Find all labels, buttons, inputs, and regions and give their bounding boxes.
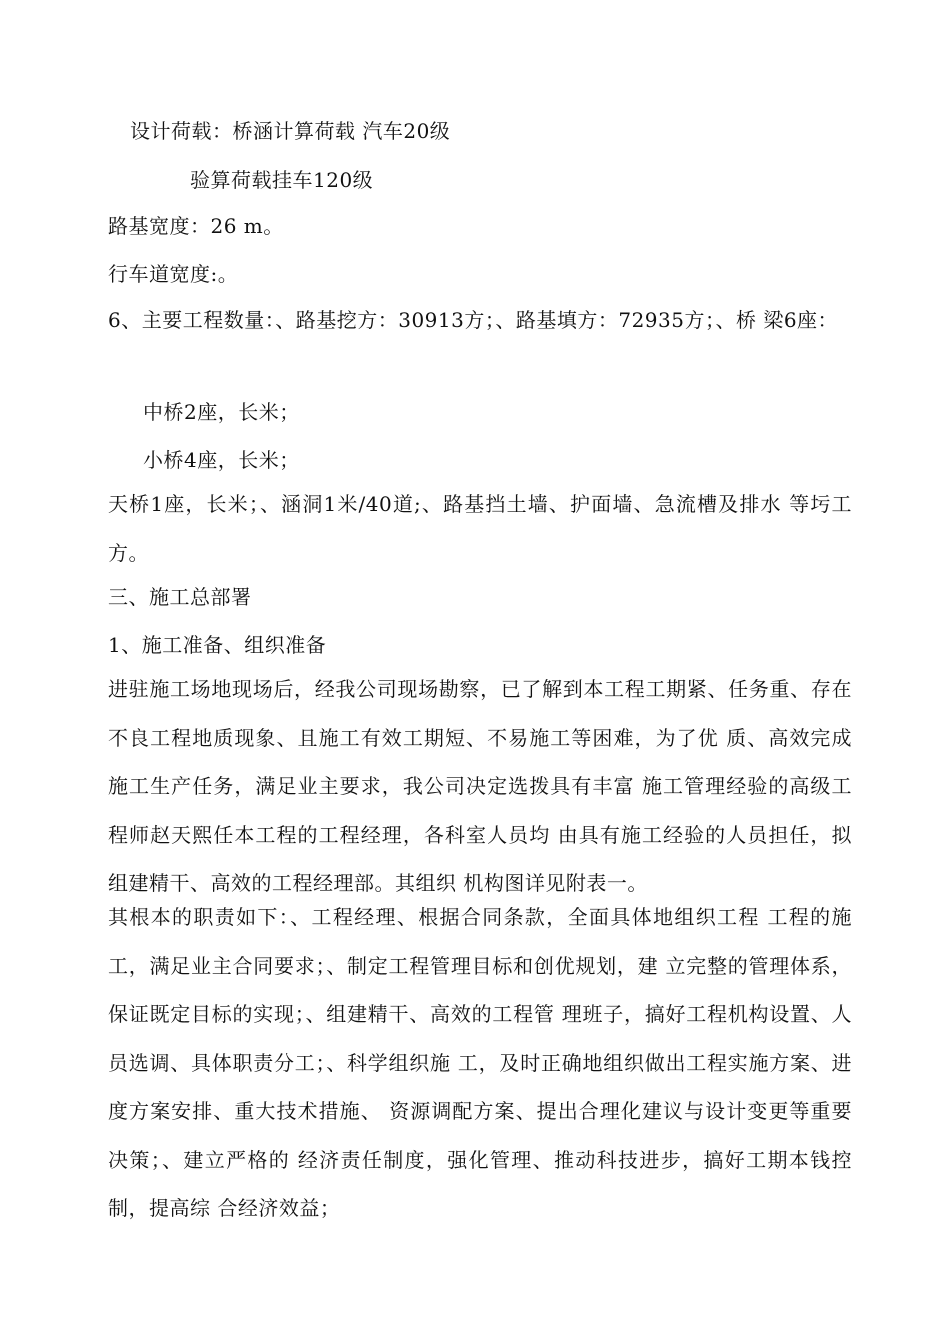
medium-bridge-line: 中桥2座，长米； bbox=[143, 400, 300, 424]
carriageway-width-line: 行车道宽度:。 bbox=[108, 262, 239, 286]
small-bridge-line: 小桥4座，长米； bbox=[143, 448, 300, 472]
overpass-paragraph: 天桥1座，长米；、涵洞1米/40道;、路基挡土墙、护面墙、急流槽及排水 等圬工方。 bbox=[108, 492, 852, 565]
organization-paragraph: 进驻施工场地现场后，经我公司现场勘察，已了解到本工程工期紧、任务重、存在不良工程地质现象、且施工有效工期短、不易施工等困难，为了优 质、高效完成施工生产任务，满足业主要求，我公司决定选拨具有丰富 施工管理经验的高级工程师赵天熙任本工程的工程经理，各科室人员均 由具有施工经验的人员担任，拟组建精干、高效的工程经理部。其组织 机构图详见附表一。 bbox=[108, 677, 852, 895]
design-load-line: 设计荷载：桥涵计算荷载 汽车20级 bbox=[130, 119, 451, 143]
check-load-line: 验算荷载挂车120级 bbox=[190, 168, 374, 192]
subgrade-width-line: 路基宽度：26 m。 bbox=[108, 214, 284, 238]
quantities-paragraph: 6、主要工程数量：、路基挖方：30913方；、路基填方：72935方；、桥 梁6座： bbox=[108, 308, 839, 332]
responsibilities-paragraph: 其根本的职责如下：、工程经理、根据合同条款，全面具体地组织工程 工程的施工，满足业主合同要求；、制定工程管理目标和创优规划，建 立完整的管理体系，保证既定目标的实现；、组建精干、高效的工程管 理班子，搞好工程机构设置、人员选调、具体职责分工；、科学组织施 工，及时正确地组织做出工程实施方案、进度方案安排、重大技术措施、 资源调配方案、提出合理化建议与设计变更等重要决策；、建立严格的 经济责任制度，强化管理、推动科技进步，搞好工期本钱控制，提高综 合经济效益； bbox=[108, 905, 852, 1220]
section-heading: 三、施工总部署 bbox=[108, 585, 252, 609]
subsection-heading: 1、施工准备、组织准备 bbox=[108, 633, 327, 657]
